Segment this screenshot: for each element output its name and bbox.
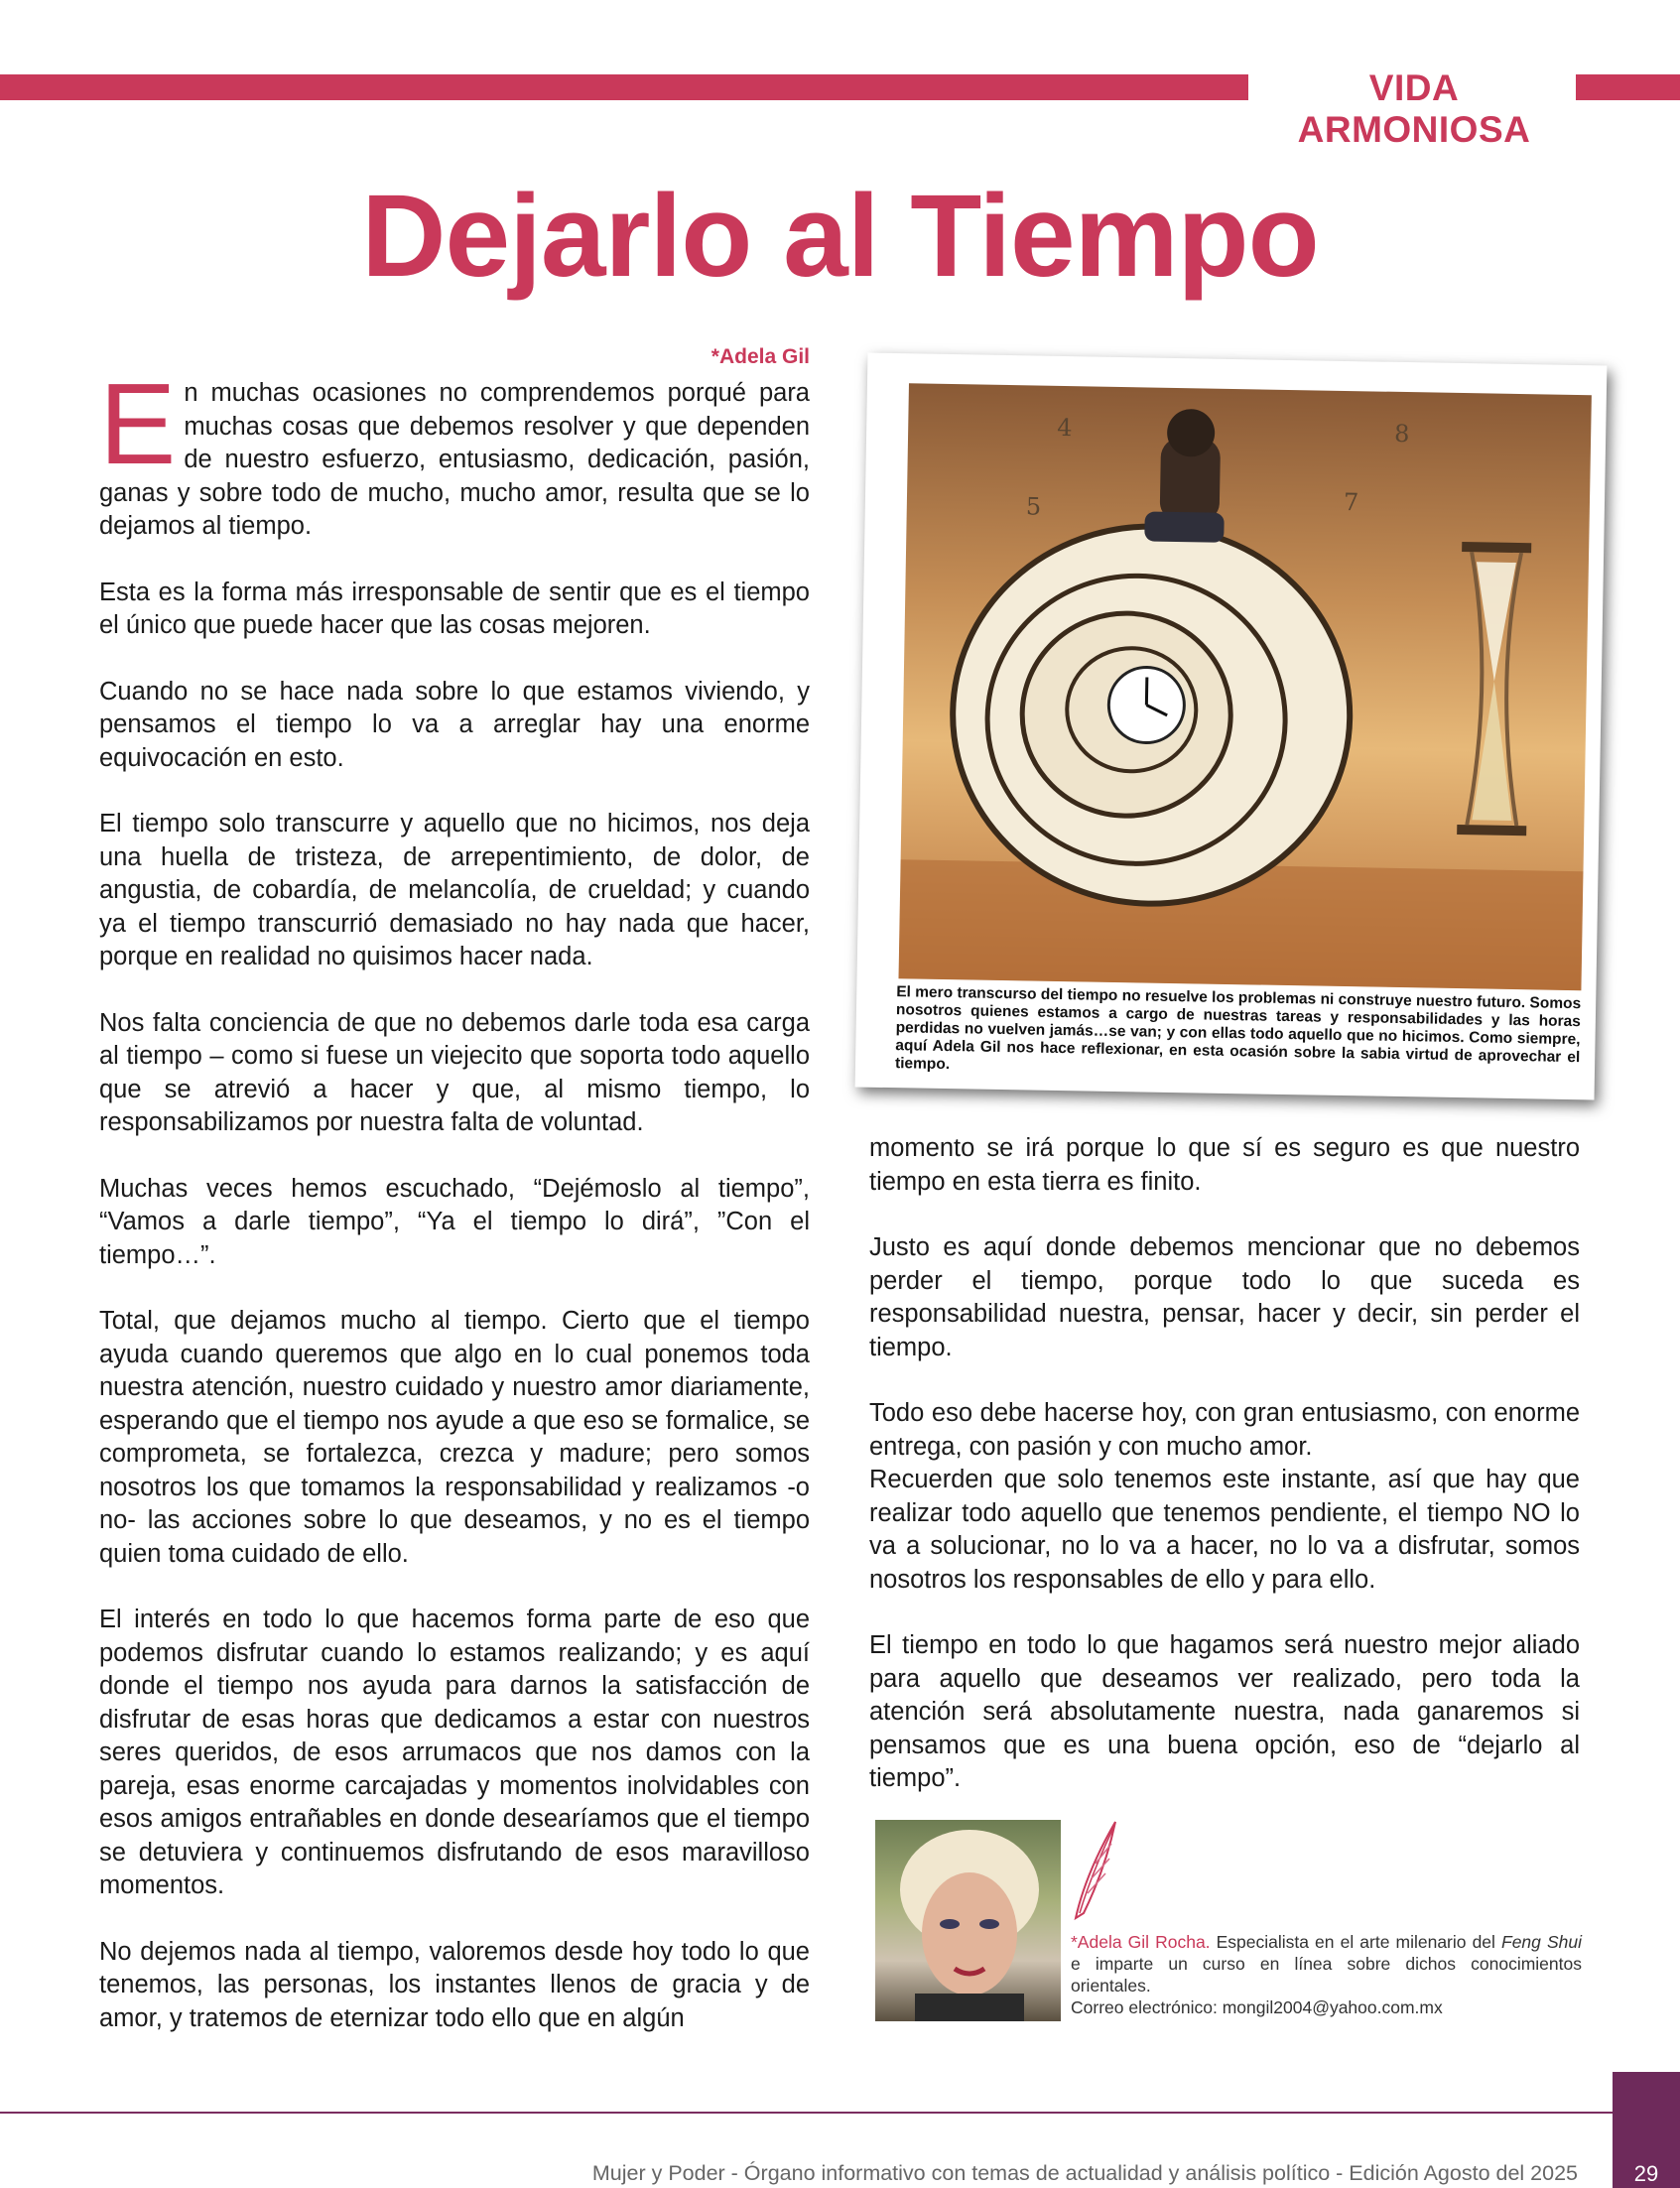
author-photo (875, 1820, 1061, 2021)
feather-icon (1066, 1814, 1125, 1923)
bio-text-b: e imparte un curso en línea sobre dichos conocimientos orientales. (1071, 1954, 1582, 1995)
footer-text: Mujer y Poder - Órgano informativo con temas de actualidad y análisis político - Edición Agosto del 2025 (591, 2161, 1578, 2185)
header-bar-left (0, 74, 1248, 100)
paragraph: Nos falta conciencia de que no debemos darle toda esa carga al tiempo – como si fuese un viejecito que soporta todo aquello que se atrevió a hacer y que, al mismo tiempo, lo responsabilizamos por nuestra falta de voluntad. (99, 1008, 810, 1136)
svg-text:4: 4 (1056, 413, 1073, 443)
author-byline: *Adela Gil (711, 345, 810, 368)
page-number: 29 (1633, 2161, 1659, 2186)
paragraph: Recuerden que solo tenemos este instante, así que hay que realizar todo aquello que tenemos pendiente, el tiempo NO lo va a solucionar, no lo va a hacer, no lo va a disfrutar, somos nosotros los responsables de ello y para ello. (869, 1466, 1580, 1594)
paragraph: El interés en todo lo que hacemos forma parte de eso que podemos disfrutar cuando lo estamos realizando; y es aquí donde el tiempo nos ayuda para darnos la satisfacción de disfrutar de esas horas que dedicamos a estar con nuestros seres queridos, de esos arrumacos que nos damos con la pareja, esas enorme carcajadas y momentos inolvidables con esos amigos entrañables en donde desearíamos que el tiempo se detuviera y continuemos disfrutando de esos maravilloso momentos. (99, 1606, 810, 1899)
bio-text-a: Especialista en el arte milenario del (1210, 1932, 1501, 1952)
section-label: VIDA ARMONIOSA (1297, 67, 1531, 150)
left-column (99, 359, 810, 2068)
page-number-box (1613, 2072, 1680, 2188)
paragraph: momento se irá porque lo que sí es seguro es que nuestro tiempo en esta tierra es finito. (869, 1134, 1580, 1196)
svg-text:8: 8 (1393, 419, 1410, 449)
author-portrait (875, 1820, 1061, 2021)
clock-illustration (899, 383, 1592, 990)
paragraph: Esta es la forma más irresponsable de sentir que es el tiempo el único que puede hacer que las cosas mejoren. (99, 578, 810, 639)
svg-text:7: 7 (1343, 487, 1359, 517)
paragraph: Cuando no se hace nada sobre lo que estamos viviendo, y pensamos el tiempo lo va a arreglar hay una enorme equivocación en esto. (99, 677, 810, 772)
paragraph: El tiempo solo transcurre y aquello que no hicimos, nos deja una huella de tristeza, de arrepentimiento, de dolor, de angustia, de cobardía, de melancolía, de crueldad; y cuando ya el tiempo transcurrió demasiado no hay nada que hacer, porque en realidad no quisimos hacer nada. (99, 810, 810, 970)
paragraph-text: n muchas ocasiones no comprendemos porqué para muchas cosas que debemos resolver y que dependen de nuestro esfuerzo, entusiasmo, dedicación, pasión, ganas y sobre todo de mucho, mucho amor, resulta que se lo dejamos al tiempo. (99, 379, 810, 540)
header-bar-right (1576, 74, 1680, 100)
paragraph (99, 359, 810, 544)
paragraph: No dejemos nada al tiempo, valoremos desde hoy todo lo que tenemos, las personas, los instantes llenos de gracia y de amor, y tratemos de eternizar todo ello que en algún (99, 1937, 810, 2032)
bio-email: Correo electrónico: mongil2004@yahoo.com.mx (1071, 1997, 1443, 2017)
article-title: Dejarlo al Tiempo (361, 171, 1319, 302)
clock-spiral-photo (899, 383, 1592, 990)
bio-feng-shui: Feng Shui (1501, 1932, 1582, 1952)
paragraph: Muchas veces hemos escuchado, “Dejémoslo al tiempo”, “Vamos a darle tiempo”, “Ya el tiempo lo dirá”, ”Con el tiempo…”. (99, 1174, 810, 1269)
paragraph: Justo es aquí donde debemos mencionar que no debemos perder el tiempo, porque todo lo que suceda es responsabilidad nuestra, pensar, hacer y decir, sin perder el tiempo. (869, 1233, 1580, 1361)
photo-caption: El mero transcurso del tiempo no resuelve los problemas ni construye nuestro futuro. Somos nosotros quienes estamos a cargo de nuestras tareas y responsabilidades y las horas perdidas no vuelven jamás…se van; y con ellas todo aquello que no hicimos. Como siempre, aquí Adela Gil nos hace reflexionar, en esta ocasión sobre la sabia virtud de aprovechar el tiempo. (894, 983, 1582, 1074)
right-column (869, 1132, 1580, 1829)
footer-divider (0, 2112, 1613, 2114)
paragraph: Total, que dejamos mucho al tiempo. Cierto que el tiempo ayuda cuando queremos que algo en lo cual ponemos toda nuestra atención, nuestro cuidado y nuestro amor diariamente, esperando que el tiempo nos ayude a que eso se formalice, se comprometa, se fortalezca, crezca y madure; pero somos nosotros los que tomamos la responsabilidad y realizamos -o no- las acciones sobre lo que deseamos, y no es el tiempo quien toma cuidado de ello. (99, 1307, 810, 1568)
paragraph: Todo eso debe hacerse hoy, con gran entusiasmo, con enorme entrega, con pasión y con mucho amor. (869, 1399, 1580, 1461)
author-bio (1071, 1931, 1582, 2018)
drop-cap: E (99, 359, 177, 488)
paragraph: El tiempo en todo lo que hagamos será nuestro mejor aliado para aquello que deseamos ver realizado, pero toda la atención será absolutamente nuestra, nada ganaremos si pensamos que es una buena opción, eso de “dejarlo al tiempo”. (869, 1631, 1580, 1792)
svg-text:5: 5 (1025, 492, 1042, 521)
bio-name: *Adela Gil Rocha. (1071, 1932, 1211, 1952)
photo-frame (855, 353, 1608, 1100)
